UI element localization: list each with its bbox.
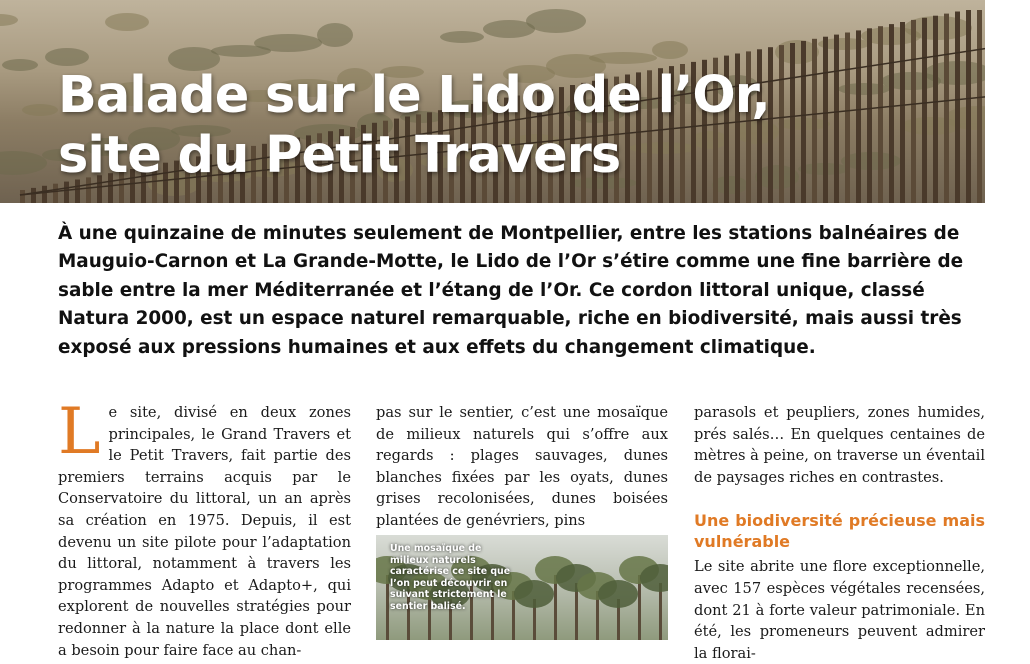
column-2 bbox=[376, 402, 668, 532]
column-1-text: e site, divisé en deux zones principales, le Grand Travers et le Petit Travers, fait partie des premiers terrains acquis par le Conservatoire du littoral, un an après sa création en 1975. Depuis, il est devenu un site pilote pour l’adaptation du littoral, notamment à travers les programmes Adapto et Adapto+, qui explorent de nouvelles stratégies pour redonner à la nature la place dont elle a besoin pour faire face au chan- bbox=[58, 404, 351, 659]
drop-cap: L bbox=[58, 395, 101, 469]
column-2-text: pas sur le sentier, c’est une mosaïque de milieux naturels qui s’offre aux regards : plages sauvages, dunes blanches fixées par les oyats, dunes grises recolonisées, dunes boisées plantées de genévriers, pins bbox=[376, 404, 668, 529]
column-3-text: parasols et peupliers, zones humides, prés salés… En quelques centaines de mètres à peine, on traverse un éventail de paysages riches en contrastes. bbox=[694, 404, 985, 486]
hero-image bbox=[0, 0, 985, 203]
column-3-text-b: Le site abrite une flore exceptionnelle, avec 157 espèces végétales recensées, dont 21 à forte valeur patrimoniale. En été, les promeneurs peuvent admirer la florai- bbox=[694, 558, 985, 662]
title-line-2: site du Petit Travers bbox=[58, 126, 621, 185]
photo-caption: Une mosaïque de milieux naturels caractérise ce site que l’on peut découvrir en suivant strictement le sentier balisé. bbox=[390, 543, 511, 612]
forest-photo bbox=[376, 535, 668, 640]
lead-paragraph: À une quinzaine de minutes seulement de Montpellier, entre les stations balnéaires de Mauguio-Carnon et La Grande-Motte, le Lido de l’Or s’étire comme une fine barrière de sable entre la mer Méditerranée et l’étang de l’Or. Ce cordon littoral unique, classé Natura 2000, est un espace naturel remarquable, riche en biodiversité, mais aussi très exposé aux pressions humaines et aux effets du changement climatique. bbox=[58, 223, 964, 358]
column-3 bbox=[694, 402, 985, 664]
column-1 bbox=[58, 395, 351, 661]
article-title bbox=[58, 66, 770, 186]
title-line-1: Balade sur le Lido de l’Or, bbox=[58, 66, 770, 125]
section-heading: Une biodiversité précieuse mais vulnérable bbox=[694, 511, 985, 552]
